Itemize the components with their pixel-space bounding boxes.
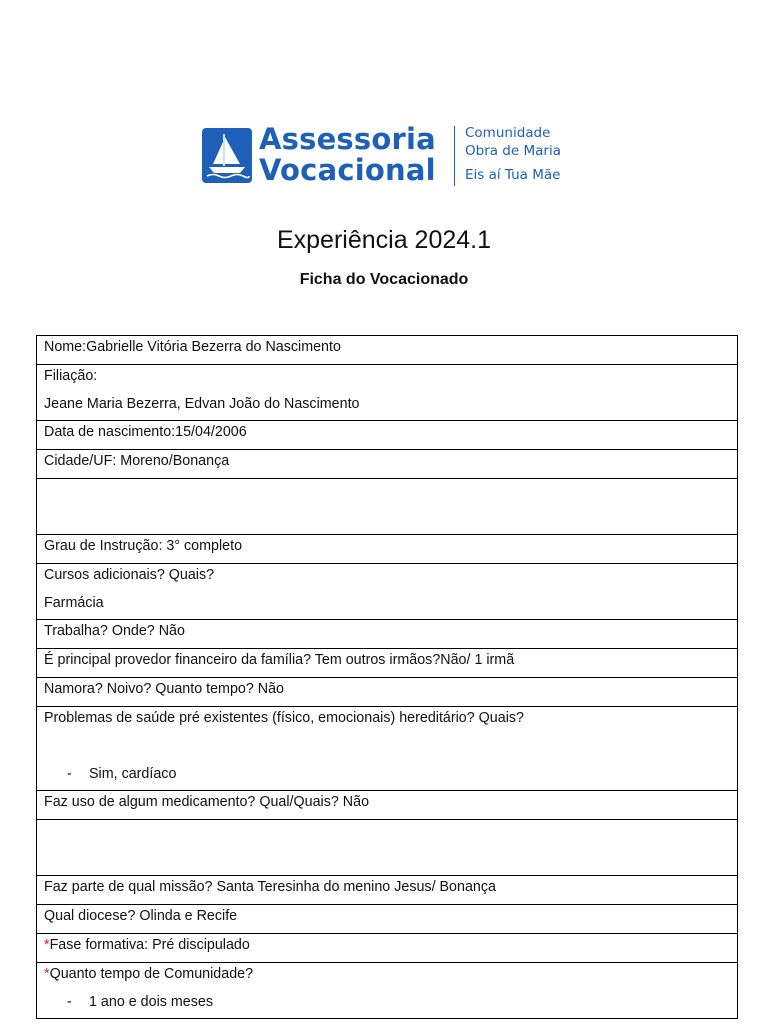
tempo-label-line — [44, 964, 730, 992]
nome-field: Nome:Gabrielle Vitória Bezerra do Nascimento — [37, 336, 738, 365]
form-row-diocese — [37, 905, 738, 934]
saude-label: Problemas de saúde pré existentes (físico, emocionais) hereditário? Quais? — [44, 710, 524, 726]
trabalha-field: Trabalha? Onde? Não — [37, 620, 738, 649]
logo-motto: Eis aí Tua Mãe — [465, 167, 561, 183]
cursos-value: Farmácia — [44, 595, 104, 611]
blank-cell — [37, 820, 738, 876]
bullet-dash: - — [67, 994, 72, 1010]
missao-field: Faz parte de qual missão? Santa Teresinha do menino Jesus/ Bonança — [37, 876, 738, 905]
tempo-bullet-text: 1 ano e dois meses — [89, 994, 213, 1010]
page-title: Experiência 2024.1 — [276, 226, 492, 254]
logo-community — [465, 124, 561, 184]
logo-wordmark — [259, 124, 436, 186]
form-row-fase — [37, 934, 738, 963]
filiacao-label: Filiação: — [44, 368, 98, 384]
boat-logo-icon — [202, 128, 252, 183]
nascimento-field: Data de nascimento:15/04/2006 — [37, 421, 738, 450]
logo-line-2: Vocacional — [259, 153, 436, 187]
logo-side-line-1: Comunidade — [465, 125, 551, 141]
form-row-grau — [37, 535, 738, 564]
form-row-provedor — [37, 649, 738, 678]
form-row-cidade — [37, 450, 738, 479]
required-mark: * — [44, 937, 50, 953]
saude-bullet-text: Sim, cardíaco — [89, 766, 177, 782]
cidade-field: Cidade/UF: Moreno/Bonança — [37, 450, 738, 479]
tempo-bullet — [44, 992, 730, 1012]
vocational-form — [36, 335, 738, 1019]
form-row-trabalha — [37, 620, 738, 649]
grau-field: Grau de Instrução: 3° completo — [37, 535, 738, 564]
required-mark: * — [44, 966, 50, 982]
form-row-medicamento — [37, 791, 738, 820]
diocese-field: Qual diocese? Olinda e Recife — [37, 905, 738, 934]
form-row-nome — [37, 336, 738, 365]
form-row-filiacao — [37, 365, 738, 421]
medicamento-field: Faz uso de algum medicamento? Qual/Quais? Não — [37, 791, 738, 820]
blank-cell — [37, 479, 738, 535]
namora-field: Namora? Noivo? Quanto tempo? Não — [37, 678, 738, 707]
page-subtitle: Ficha do Vocacionado — [299, 271, 469, 288]
form-row-namora — [37, 678, 738, 707]
logo-divider — [454, 126, 455, 186]
form-row-tempo — [37, 963, 738, 1019]
provedor-field: É principal provedor financeiro da família? Tem outros irmãos?Não/ 1 irmã — [37, 649, 738, 678]
form-row-missao — [37, 876, 738, 905]
form-row-blank-2 — [37, 820, 738, 876]
cursos-label: Cursos adicionais? Quais? — [44, 567, 215, 583]
form-row-blank-1 — [37, 479, 738, 535]
form-row-nascimento — [37, 421, 738, 450]
logo-side-line-2: Obra de Maria — [465, 143, 561, 159]
logo-line-1: Assessoria — [259, 122, 436, 156]
filiacao-value: Jeane Maria Bezerra, Edvan João do Nascimento — [44, 396, 360, 412]
saude-cell — [37, 707, 738, 791]
fase-cell — [37, 934, 738, 963]
saude-bullet — [44, 764, 730, 784]
fase-field: Fase formativa: Pré discipulado — [49, 937, 250, 953]
form-row-saude — [37, 707, 738, 791]
cursos-cell — [37, 564, 738, 620]
tempo-label: Quanto tempo de Comunidade? — [49, 966, 254, 982]
tempo-cell — [37, 963, 738, 1019]
filiacao-cell — [37, 365, 738, 421]
bullet-dash: - — [67, 766, 72, 782]
form-row-cursos — [37, 564, 738, 620]
logo — [202, 122, 572, 190]
